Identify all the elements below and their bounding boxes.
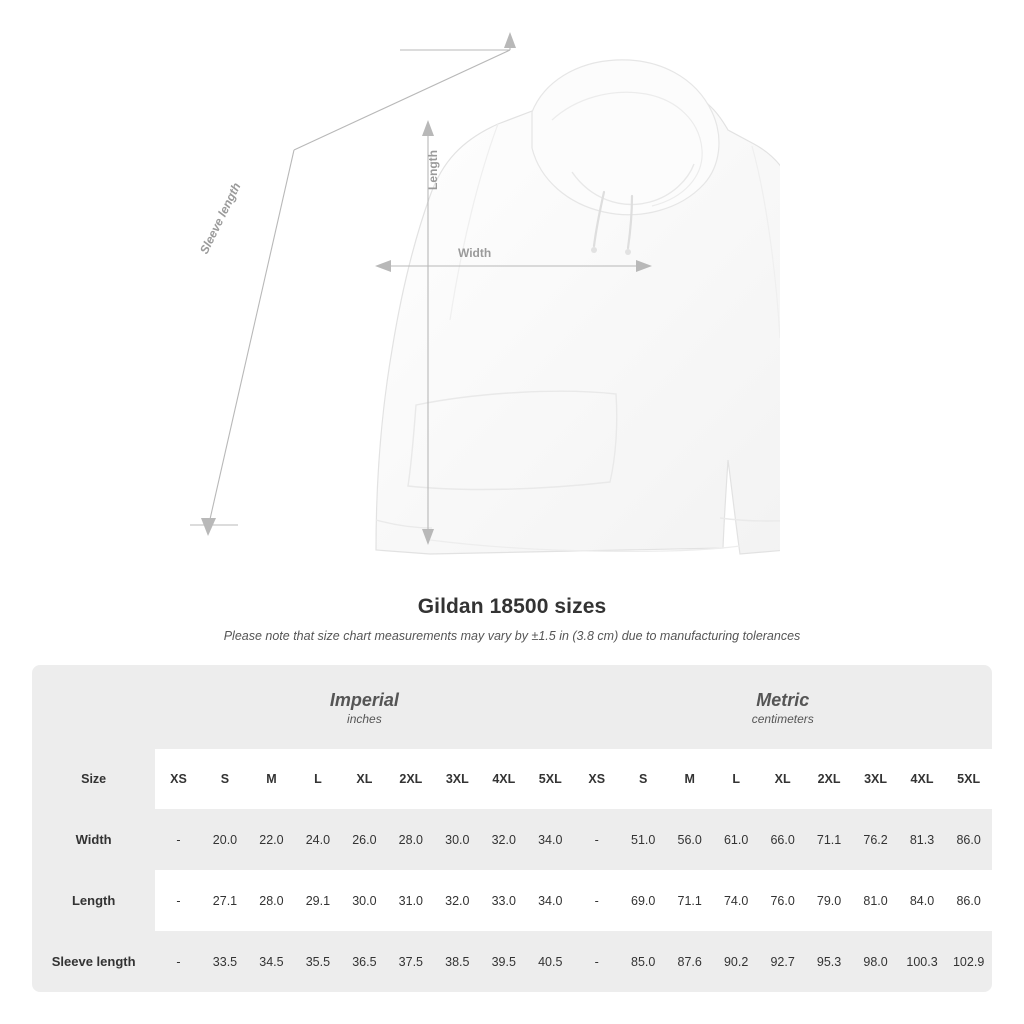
cell-length-imperial-2xl: 31.0 <box>388 870 434 931</box>
sleeve-length-label: Sleeve length <box>197 180 244 257</box>
cell-width-imperial-xs: - <box>155 809 201 870</box>
size-col-imperial-3xl: 3XL <box>434 749 480 809</box>
size-col-imperial-xs: XS <box>155 749 201 809</box>
cell-length-imperial-m: 28.0 <box>248 870 294 931</box>
cell-sleeve-metric-4xl: 100.3 <box>899 931 945 992</box>
group-unit-metric: centimeters <box>751 712 814 727</box>
cell-sleeve-metric-l: 90.2 <box>713 931 759 992</box>
size-chart-table <box>32 665 992 992</box>
size-chart-table-wrap <box>32 665 992 992</box>
table-row <box>32 809 992 870</box>
cell-sleeve-metric-m: 87.6 <box>666 931 712 992</box>
cell-sleeve-metric-2xl: 95.3 <box>806 931 852 992</box>
cell-width-metric-5xl: 86.0 <box>945 809 992 870</box>
title-block <box>0 595 1024 643</box>
cell-sleeve-imperial-4xl: 39.5 <box>481 931 527 992</box>
hoodie-figure <box>180 20 780 570</box>
page-title: Gildan 18500 sizes <box>417 595 607 618</box>
cell-length-metric-m: 71.1 <box>666 870 712 931</box>
cell-width-metric-m: 56.0 <box>666 809 712 870</box>
size-col-imperial-4xl: 4XL <box>481 749 527 809</box>
cell-sleeve-imperial-xl: 36.5 <box>341 931 387 992</box>
size-header-row <box>32 749 992 809</box>
table-row <box>32 931 992 992</box>
cell-width-imperial-2xl: 28.0 <box>388 809 434 870</box>
cell-width-metric-xl: 66.0 <box>759 809 805 870</box>
cell-width-imperial-s: 20.0 <box>202 809 248 870</box>
size-col-metric-s: S <box>620 749 666 809</box>
row-label-width: Width <box>32 809 155 870</box>
cell-length-imperial-l: 29.1 <box>295 870 341 931</box>
cell-length-metric-4xl: 84.0 <box>899 870 945 931</box>
cell-sleeve-imperial-xs: - <box>155 931 201 992</box>
cell-length-imperial-s: 27.1 <box>202 870 248 931</box>
size-col-imperial-5xl: 5XL <box>527 749 573 809</box>
row-label-length: Length <box>32 870 155 931</box>
size-col-imperial-s: S <box>202 749 248 809</box>
group-title-imperial: Imperial <box>329 689 399 710</box>
cell-sleeve-metric-xs: - <box>574 931 620 992</box>
cell-length-imperial-xl: 30.0 <box>341 870 387 931</box>
cell-length-metric-3xl: 81.0 <box>852 870 898 931</box>
cell-sleeve-imperial-l: 35.5 <box>295 931 341 992</box>
cell-length-imperial-xs: - <box>155 870 201 931</box>
cell-sleeve-metric-s: 85.0 <box>620 931 666 992</box>
cell-sleeve-imperial-5xl: 40.5 <box>527 931 573 992</box>
cell-width-imperial-4xl: 32.0 <box>481 809 527 870</box>
size-col-metric-m: M <box>666 749 712 809</box>
cell-sleeve-imperial-m: 34.5 <box>248 931 294 992</box>
cell-width-metric-3xl: 76.2 <box>852 809 898 870</box>
cell-width-imperial-3xl: 30.0 <box>434 809 480 870</box>
group-title-metric: Metric <box>756 689 810 710</box>
width-label: Width <box>458 246 492 260</box>
cell-sleeve-imperial-3xl: 38.5 <box>434 931 480 992</box>
cell-width-metric-s: 51.0 <box>620 809 666 870</box>
cell-width-metric-l: 61.0 <box>713 809 759 870</box>
cell-width-imperial-m: 22.0 <box>248 809 294 870</box>
size-col-metric-2xl: 2XL <box>806 749 852 809</box>
cell-sleeve-metric-xl: 92.7 <box>759 931 805 992</box>
cell-width-metric-xs: - <box>574 809 620 870</box>
cell-length-metric-xs: - <box>574 870 620 931</box>
cell-length-imperial-4xl: 33.0 <box>481 870 527 931</box>
row-label-sleeve-length: Sleeve length <box>32 931 155 992</box>
size-header-label: Size <box>32 749 155 809</box>
cell-length-imperial-3xl: 32.0 <box>434 870 480 931</box>
tolerance-note: Please note that size chart measurements may vary by ±1.5 in (3.8 cm) due to manufacturing tolerances <box>223 629 801 643</box>
group-header-imperial <box>155 665 573 749</box>
size-col-metric-3xl: 3XL <box>852 749 898 809</box>
size-col-imperial-m: M <box>248 749 294 809</box>
size-col-imperial-xl: XL <box>341 749 387 809</box>
cell-sleeve-metric-5xl: 102.9 <box>945 931 992 992</box>
hoodie-svg <box>180 20 780 570</box>
cell-sleeve-imperial-2xl: 37.5 <box>388 931 434 992</box>
cell-sleeve-metric-3xl: 98.0 <box>852 931 898 992</box>
table-row <box>32 870 992 931</box>
cell-width-imperial-l: 24.0 <box>295 809 341 870</box>
cell-sleeve-imperial-s: 33.5 <box>202 931 248 992</box>
size-col-imperial-l: L <box>295 749 341 809</box>
cell-width-imperial-5xl: 34.0 <box>527 809 573 870</box>
group-unit-imperial: inches <box>347 712 382 727</box>
cell-width-metric-4xl: 81.3 <box>899 809 945 870</box>
unit-group-header-row <box>32 665 992 749</box>
size-col-metric-l: L <box>713 749 759 809</box>
cell-length-metric-l: 74.0 <box>713 870 759 931</box>
cell-length-metric-xl: 76.0 <box>759 870 805 931</box>
size-col-metric-4xl: 4XL <box>899 749 945 809</box>
cell-length-imperial-5xl: 34.0 <box>527 870 573 931</box>
group-header-metric <box>574 665 993 749</box>
cell-width-metric-2xl: 71.1 <box>806 809 852 870</box>
size-col-metric-xs: XS <box>574 749 620 809</box>
size-col-metric-5xl: 5XL <box>945 749 992 809</box>
cell-width-imperial-xl: 26.0 <box>341 809 387 870</box>
size-col-metric-xl: XL <box>759 749 805 809</box>
cell-length-metric-5xl: 86.0 <box>945 870 992 931</box>
length-label: Length <box>426 150 440 190</box>
cell-length-metric-s: 69.0 <box>620 870 666 931</box>
cell-length-metric-2xl: 79.0 <box>806 870 852 931</box>
size-col-imperial-2xl: 2XL <box>388 749 434 809</box>
group-header-spacer <box>32 665 155 749</box>
